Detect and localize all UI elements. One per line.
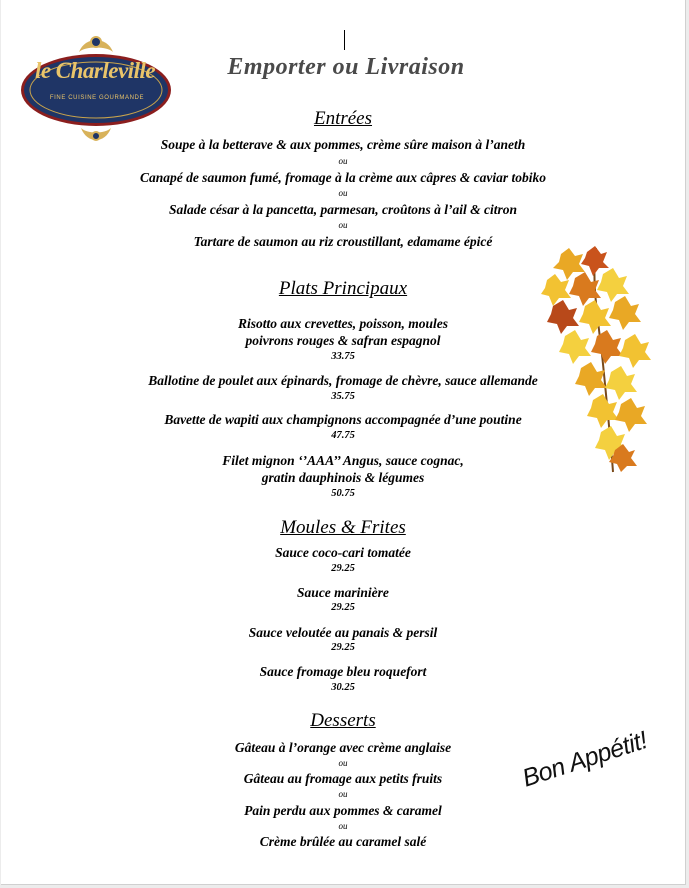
moules-price: 29.25 (331, 642, 355, 653)
moules-item: Sauce coco-cari tomatée (275, 545, 411, 560)
heading-moules: Moules & Frites (280, 517, 406, 538)
moules-price: 29.25 (331, 563, 355, 574)
plat-item-line: Bavette de wapiti aux champignons accompagnée d’une poutine (164, 412, 522, 427)
plat-price: 47.75 (331, 430, 355, 441)
text-cursor (344, 30, 345, 50)
plat-price: 35.75 (331, 391, 355, 402)
entree-item: Tartare de saumon au riz croustillant, edamame épicé (193, 234, 493, 249)
heading-entrees: Entrées (313, 108, 373, 129)
dessert-item: Gâteau au fromage aux petits fruits (243, 771, 443, 786)
plat-item-line: Risotto aux crevettes, poisson, moules (237, 316, 448, 331)
entree-item: Canapé de saumon fumé, fromage à la crème aux câpres & caviar tobiko (139, 170, 547, 185)
plat-item-line: poivrons rouges & safran espagnol (245, 333, 441, 348)
dessert-item: Gâteau à l’orange avec crème anglaise (234, 740, 452, 755)
plat-price: 50.75 (331, 488, 355, 499)
plat-item-line: gratin dauphinois & légumes (261, 470, 425, 485)
moules-item: Sauce marinière (297, 585, 389, 600)
or-separator: ou (338, 789, 348, 799)
logo-tagline: FINE CUISINE GOURMANDE (49, 95, 145, 101)
moules-price: 30.25 (331, 682, 355, 693)
dessert-item: Pain perdu aux pommes & caramel (244, 803, 442, 818)
moules-item: Sauce fromage bleu roquefort (259, 664, 427, 679)
entree-item: Soupe à la betterave & aux pommes, crème sûre maison à l’aneth (160, 137, 526, 152)
logo-name: le Charleville (34, 58, 156, 83)
entree-item: Salade césar à la pancetta, parmesan, croûtons à l’ail & citron (168, 202, 517, 217)
or-separator: ou (338, 821, 348, 831)
moules-price: 29.25 (331, 602, 355, 613)
plat-item-line: Ballotine de poulet aux épinards, fromage de chèvre, sauce allemande (148, 373, 538, 388)
heading-plats: Plats Principaux (278, 278, 408, 299)
or-separator: ou (338, 758, 348, 768)
plat-item-line: Filet mignon ‘’AAA’’ Angus, sauce cognac, (222, 453, 464, 468)
moules-item: Sauce veloutée au panais & persil (248, 625, 438, 640)
dessert-item: Crème brûlée au caramel salé (259, 834, 427, 849)
or-separator: ou (338, 156, 348, 166)
page-title: Emporter ou Livraison (227, 54, 465, 80)
autumn-leaves-image (541, 244, 656, 476)
menu-page (1, 0, 686, 885)
or-separator: ou (338, 220, 348, 230)
plat-price: 33.75 (331, 351, 355, 362)
bon-appetit-signoff: Bon Appétit! (519, 726, 651, 793)
or-separator: ou (338, 188, 348, 198)
heading-desserts: Desserts (310, 710, 376, 731)
